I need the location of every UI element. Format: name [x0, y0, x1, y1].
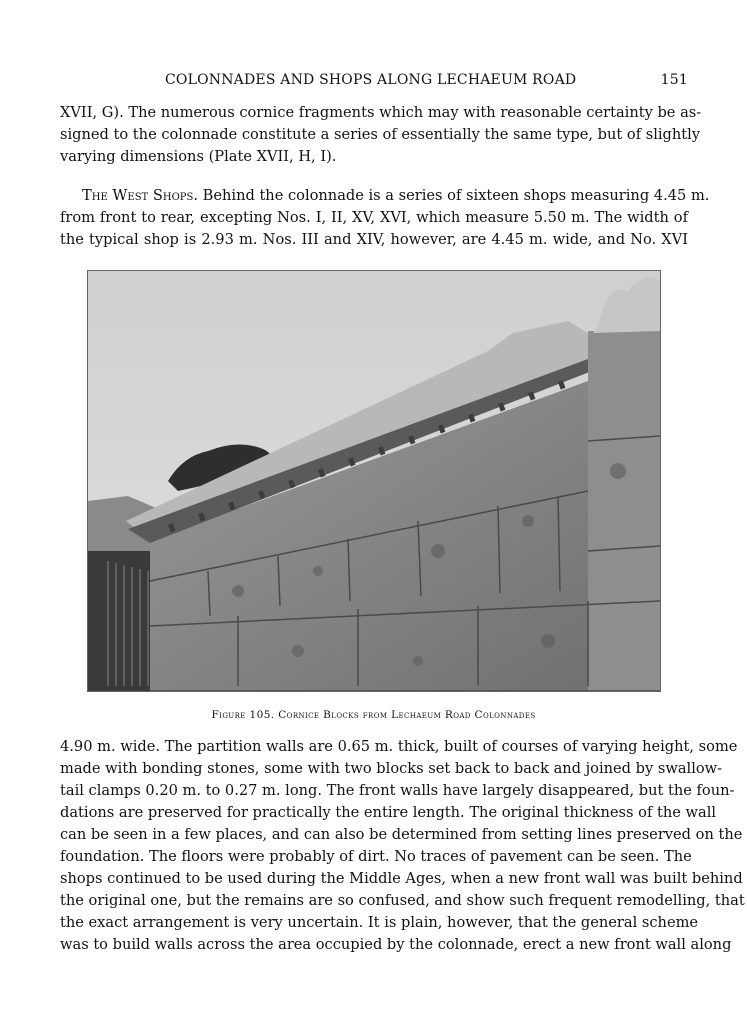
- text-line: varying dimensions (Plate XVII, H, I).: [60, 148, 337, 165]
- text-line: from front to rear, excepting Nos. I, II, XV, XVI, which measure 5.50 m. The width of: [60, 209, 688, 226]
- text-line: tail clamps 0.20 m. to 0.27 m. long. The front walls have largely disappeared, but the foun-: [60, 782, 735, 799]
- text-line: the typical shop is 2.93 m. Nos. III and XIV, however, are 4.45 m. wide, and No. XVI: [60, 231, 688, 248]
- text-line: 4.90 m. wide. The partition walls are 0.65 m. thick, built of courses of varying height, some: [60, 738, 738, 755]
- text-line-rest: Behind the colonnade is a series of sixteen shops measuring 4.45 m.: [198, 187, 710, 204]
- text-line: foundation. The floors were probably of dirt. No traces of pavement can be seen. The: [60, 848, 692, 865]
- text-line: [60, 185, 710, 207]
- text-line: the original one, but the remains are so confused, and show such frequent remodelling, that: [60, 892, 745, 909]
- text-line: made with bonding stones, some with two blocks set back to back and joined by swallow-: [60, 760, 723, 777]
- text-line: shops continued to be used during the Middle Ages, when a new front wall was built behind: [60, 870, 743, 887]
- page-number: 151: [660, 72, 688, 88]
- figure-photograph: [87, 270, 661, 692]
- paragraph-continuation: [60, 102, 702, 168]
- text-line: the exact arrangement is very uncertain. It is plain, however, that the general scheme: [60, 914, 699, 931]
- paragraph-west-shops: [60, 185, 710, 251]
- text-line: signed to the colonnade constitute a series of essentially the same type, but of slightly: [60, 126, 701, 143]
- cornice-blocks-photo: [88, 271, 660, 691]
- text-line: XVII, G). The numerous cornice fragments which may with reasonable certainty be as-: [60, 104, 702, 121]
- figure-caption: Figure 105. Cornice Blocks from Lechaeum Road Colonnades: [211, 709, 536, 721]
- text-line: can be seen in a few places, and can also be determined from setting lines preserved on the: [60, 826, 743, 843]
- section-heading: The West Shops.: [82, 187, 198, 204]
- running-title: COLONNADES AND SHOPS ALONG LECHAEUM ROAD: [165, 72, 577, 88]
- text-line: dations are preserved for practically the entire length. The original thickness of the wall: [60, 804, 717, 821]
- paragraph-partition-walls: [60, 736, 745, 956]
- text-line: was to build walls across the area occupied by the colonnade, erect a new front wall along: [60, 936, 732, 953]
